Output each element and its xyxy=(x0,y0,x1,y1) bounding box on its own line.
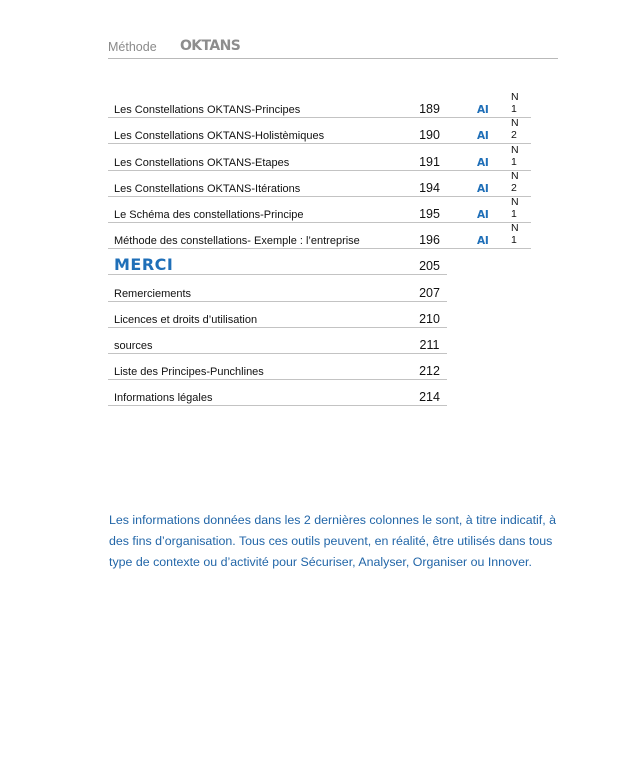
toc-page-number: 210 xyxy=(419,311,440,326)
page-header xyxy=(108,38,558,59)
toc-entry-title: Méthode des constellations- Exemple : l’entreprise xyxy=(114,235,360,248)
header-section-label: Méthode xyxy=(108,40,157,54)
row-divider xyxy=(108,222,531,223)
toc-tag: AI xyxy=(477,235,489,248)
toc-page-number: 207 xyxy=(419,285,440,300)
toc-level: N 1 xyxy=(511,143,520,168)
row-divider xyxy=(108,170,531,171)
toc-entry-title: Le Schéma des constellations-Principe xyxy=(114,208,304,221)
toc-entry-title: sources xyxy=(114,339,153,352)
row-divider xyxy=(108,143,531,144)
row-divider xyxy=(108,196,531,197)
toc-level: N 2 xyxy=(511,169,520,194)
row-divider xyxy=(108,405,447,406)
row-divider xyxy=(108,301,447,302)
toc-page-number: 196 xyxy=(419,233,440,248)
toc-level: N 2 xyxy=(511,117,520,142)
toc-tag: AI xyxy=(477,182,489,195)
toc-page-number: 194 xyxy=(419,180,440,195)
toc-page-number: 214 xyxy=(419,390,440,405)
toc-tag: AI xyxy=(477,130,489,143)
toc-entry-title: MERCI xyxy=(114,255,174,275)
toc-page-number: 189 xyxy=(419,102,440,117)
toc-entry-title: Remerciements xyxy=(114,287,192,300)
toc-page-number: 195 xyxy=(419,206,440,221)
row-divider xyxy=(108,327,447,328)
toc-tag: AI xyxy=(477,104,489,117)
toc-entry-title: Liste des Principes-Punchlines xyxy=(114,366,264,379)
toc-entry-title: Les Constellations OKTANS-Principes xyxy=(114,104,301,117)
toc-page-number: 190 xyxy=(419,128,440,143)
toc-tag: AI xyxy=(477,156,489,169)
row-divider xyxy=(108,117,531,118)
toc-level: N 1 xyxy=(511,195,520,220)
row-divider xyxy=(108,274,447,275)
oktans-logo: OKTANS xyxy=(180,38,241,54)
toc-tag: AI xyxy=(477,208,489,221)
toc-entry-title: Les Constellations OKTANS-Holistèmiques xyxy=(114,130,325,143)
info-note: Les informations données dans les 2 dernières colonnes le sont, à titre indicatif, à des fins d’organisation. Tous ces outils peuvent, en réalité, être utilisés dans tous type de contexte ou d’activité pour Sécuriser, Analyser, Organiser ou Innover. xyxy=(109,513,557,570)
toc-page-number: 205 xyxy=(419,259,440,274)
toc-page-number: 212 xyxy=(419,364,440,379)
toc-page-number: 191 xyxy=(419,154,440,169)
toc-entry-title: Informations légales xyxy=(114,392,213,405)
toc-entry-title: Licences et droits d’utilisation xyxy=(114,313,258,326)
toc-level: N 1 xyxy=(511,222,520,247)
row-divider xyxy=(108,248,531,249)
toc-entry-title: Les Constellations OKTANS-Itérations xyxy=(114,182,301,195)
toc-page-number: 211 xyxy=(419,337,440,352)
toc-level: N 1 xyxy=(511,91,520,116)
row-divider xyxy=(108,353,447,354)
toc-entry-title: Les Constellations OKTANS-Etapes xyxy=(114,156,290,169)
row-divider xyxy=(108,379,447,380)
